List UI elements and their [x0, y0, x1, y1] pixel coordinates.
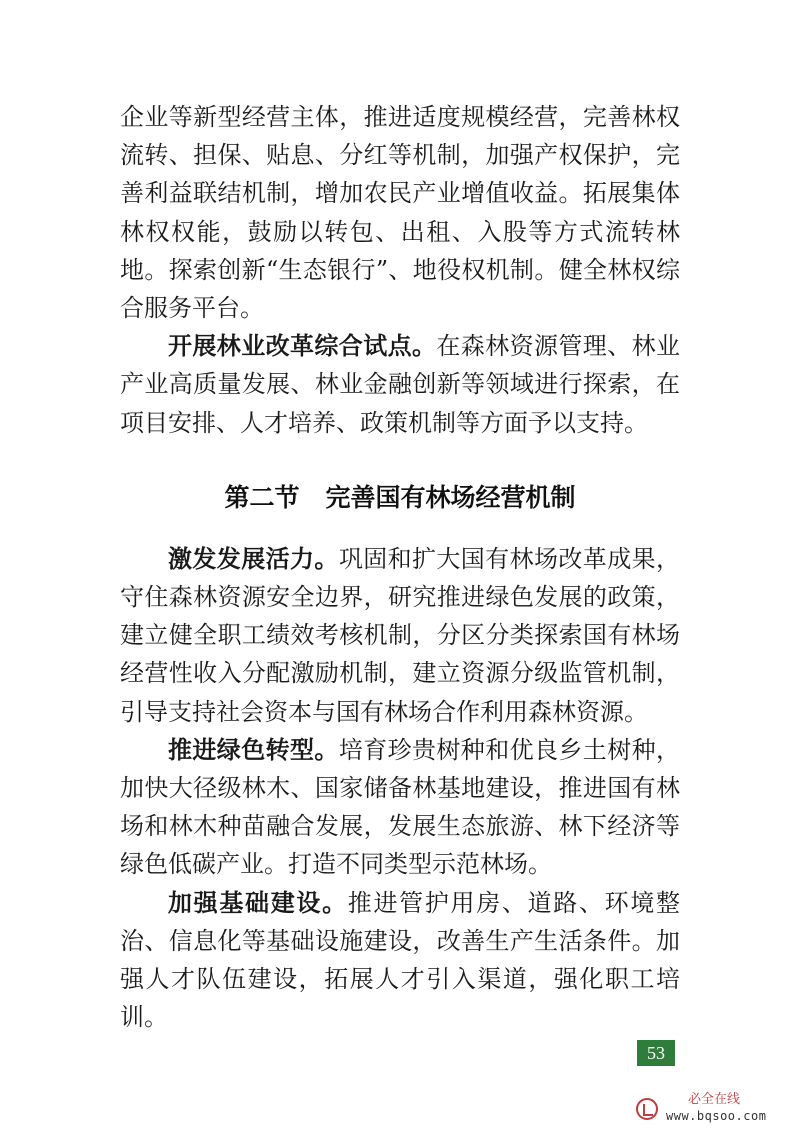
watermark-logo-icon — [636, 1098, 658, 1120]
paragraph — [120, 327, 680, 442]
watermark — [636, 1092, 796, 1126]
section-title: 完善国有林场经营机制 — [325, 482, 576, 512]
watermark-name: 必全在线 — [688, 1092, 741, 1107]
page-number: 53 — [637, 1040, 675, 1066]
paragraph-text: 企业等新型经营主体，推进适度规模经营，完善林权流转、担保、贴息、分红等机制，加强产权保护，完善利益联结机制，增加农民产业增值收益。拓展集体林权权能，鼓励以转包、出租、入股等方式流转林地。探索创新“生态银行”、地役权机制。健全林权综合服务平台。 — [120, 103, 680, 323]
paragraph-lead: 开展林业改革综合试点。 — [168, 331, 437, 361]
paragraph-text: 培育珍贵树种和优良乡土树种，加快大径级林木、国家储备林基地建设，推进国有林场和林木种苗融合发展，发展生态旅游、林下经济等绿色低碳产业。打造不同类型示范林场。 — [120, 735, 681, 879]
watermark-url: www.bqsoo.com — [666, 1109, 767, 1123]
paragraph-text: 在森林资源管理、林业产业高质量发展、林业金融创新等领域进行探索，在项目安排、人才培养、政策机制等方面予以支持。 — [120, 332, 681, 437]
paragraph-lead: 激发发展活力。 — [168, 543, 339, 573]
paragraph — [120, 884, 680, 1037]
document-body — [120, 98, 680, 1036]
paragraph-lead: 加强基础建设。 — [168, 887, 348, 917]
paragraph-text: 巩固和扩大国有林场改革成果，守住森林资源安全边界，研究推进绿色发展的政策，建立健全职工绩效考核机制，分区分类探索国有林场经营性收入分配激励机制，建立资源分级监管机制，引导支持社会资本与国有林场合作利用森林资源。 — [120, 544, 681, 726]
paragraph-text: 推进管护用房、道路、环境整治、信息化等基础设施建设，改善生产生活条件。加强人才队伍建设，拓展人才引入渠道，强化职工培训。 — [120, 888, 681, 1032]
paragraph — [120, 98, 680, 327]
paragraph-lead: 推进绿色转型。 — [168, 734, 339, 764]
section-heading — [120, 478, 680, 518]
paragraph — [120, 540, 680, 731]
section-number: 第二节 — [224, 482, 300, 512]
paragraph — [120, 731, 680, 884]
